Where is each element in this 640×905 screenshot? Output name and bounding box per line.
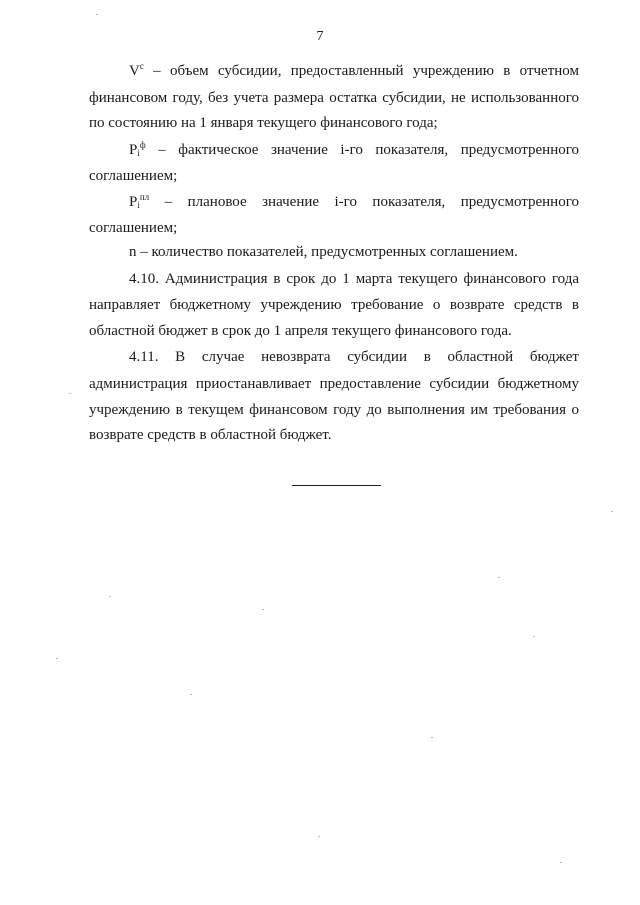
scan-speck <box>109 596 111 597</box>
paragraph-4-11-line-1: 4.11. В случае невозврата субсидии в областной бюджет <box>129 349 579 365</box>
scan-speck <box>262 609 264 610</box>
paragraph-4-11-line-4: возврате средств в областной бюджет. <box>89 427 332 443</box>
scan-speck <box>611 511 613 512</box>
vc-definition-line-2: финансовом году, без учета размера остатка субсидии, не использованного <box>89 90 579 106</box>
pf-definition-line-1: $P_i^ф$ – фактическое значение i-го показателя, предусмотренного <box>129 140 579 158</box>
scan-speck <box>560 862 562 863</box>
scan-speck <box>96 14 98 15</box>
n-definition: n – количество показателей, предусмотренных соглашением. <box>129 244 518 260</box>
scan-speck <box>318 836 320 837</box>
pp-definition-line-2: соглашением; <box>89 220 178 236</box>
paragraph-4-11-line-2: администрация приостанавливает предоставление субсидии бюджетному <box>89 376 579 392</box>
end-divider <box>292 485 381 486</box>
paragraph-4-10-line-3: областной бюджет в срок до 1 апреля текущего финансового года. <box>89 323 512 339</box>
paragraph-4-10-line-2: направляет бюджетному учреждению требование о возврате средств в <box>89 297 579 313</box>
page-number: 7 <box>316 29 324 44</box>
pf-symbol: $P_i^ф$ <box>129 140 146 158</box>
scan-speck <box>69 393 71 394</box>
paragraph-4-10-line-1: 4.10. Администрация в срок до 1 марта текущего финансового года <box>129 271 579 287</box>
pp-definition-line-1: $P_i^{пл}$ – плановое значение i-го показателя, предусмотренного <box>129 192 579 210</box>
scan-speck <box>190 694 192 695</box>
vc-symbol: $V^c$ <box>129 61 144 79</box>
scan-speck <box>56 658 58 659</box>
pf-definition-line-2: соглашением; <box>89 168 178 184</box>
scan-speck <box>533 636 535 637</box>
scan-speck <box>498 577 500 578</box>
vc-definition-line-1: $V^c$ – объем субсидии, предоставленный учреждению в отчетном <box>129 61 579 79</box>
scan-speck <box>431 737 433 738</box>
pp-symbol: $P_i^{пл}$ <box>129 192 150 210</box>
paragraph-4-11-line-3: учреждению в текущем финансовом году до выполнения им требования о <box>89 402 579 418</box>
vc-definition-line-3: по состоянию на 1 января текущего финансового года; <box>89 115 438 131</box>
